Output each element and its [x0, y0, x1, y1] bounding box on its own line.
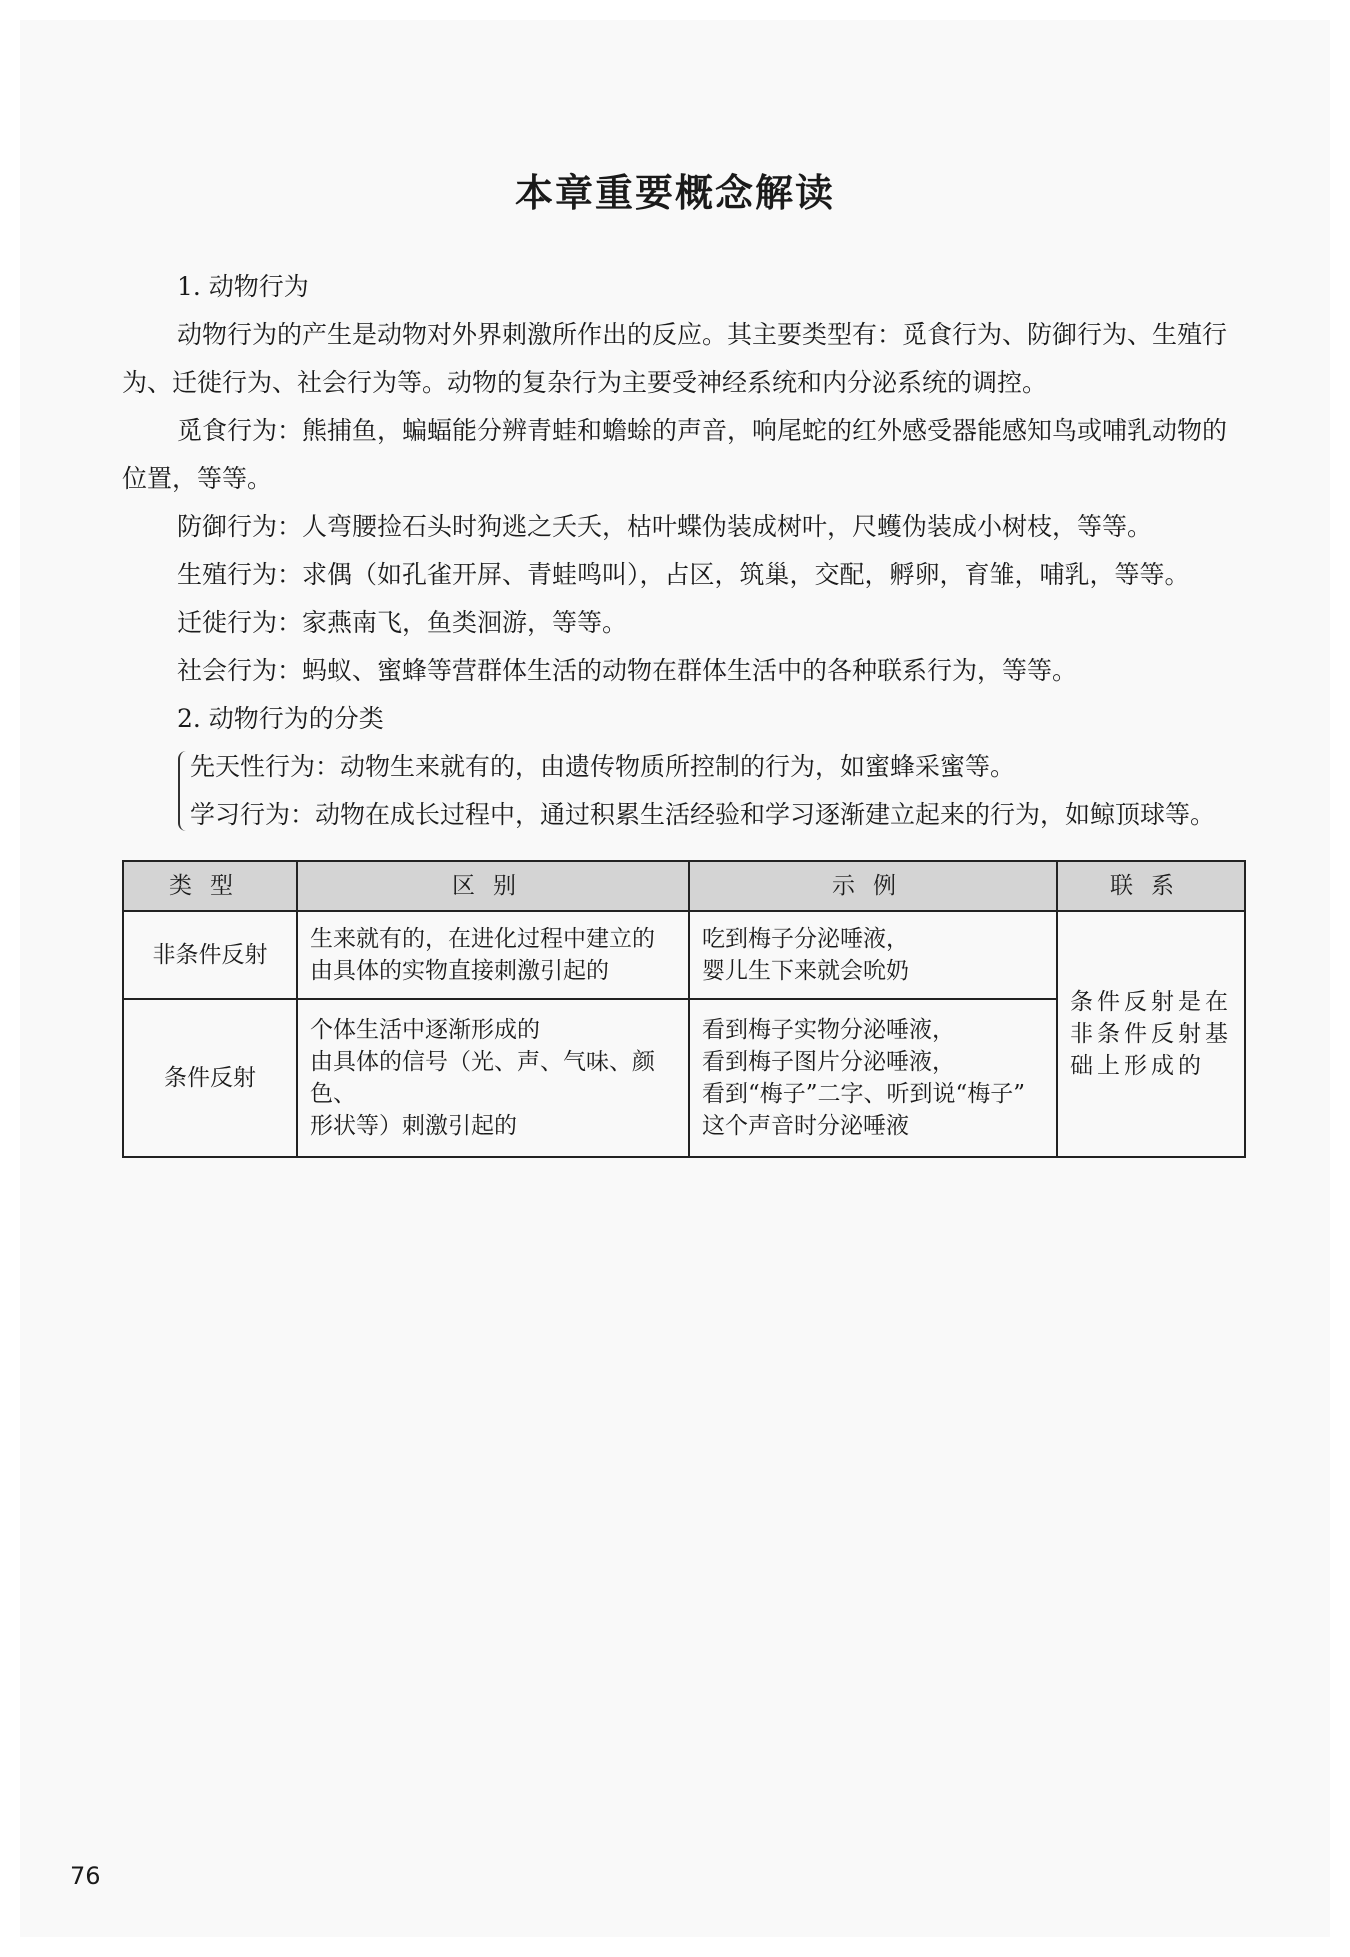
header-example: 示例: [689, 861, 1057, 911]
cell-example: [689, 999, 1057, 1157]
paragraph-foraging: 觅食行为：熊捕鱼，蝙蝠能分辨青蛙和蟾蜍的声音，响尾蛇的红外感受器能感知鸟或哺乳动物的位置，等等。: [122, 416, 1228, 493]
cell-relation: 条件反射是在非条件反射基础上形成的: [1057, 911, 1245, 1157]
innate-behavior-line: 先天性行为：动物生来就有的，由遗传物质所控制的行为，如蜜蜂采蜜等。: [190, 752, 1016, 781]
cell-line: 由具体的实物直接刺激引起的: [310, 958, 609, 984]
header-difference: 区别: [297, 861, 689, 911]
cell-line: 由具体的信号（光、声、气味、颜色、: [310, 1049, 655, 1107]
learned-behavior-line: 学习行为：动物在成长过程中，通过积累生活经验和学习逐渐建立起来的行为，如鲸顶球等。: [190, 800, 1216, 829]
header-relation: 联系: [1057, 861, 1245, 911]
page-number: 76: [70, 1862, 101, 1890]
paragraph-reproduction: 生殖行为：求偶（如孔雀开屏、青蛙鸣叫），占区，筑巢，交配，孵卵，育雏，哺乳，等等。: [177, 560, 1190, 589]
brace-icon: [178, 751, 190, 831]
table-row: [123, 911, 1245, 999]
paragraph-migration: 迁徙行为：家燕南飞，鱼类洄游，等等。: [177, 608, 628, 637]
cell-line: 个体生活中逐渐形成的: [310, 1017, 540, 1043]
cell-line: 看到“梅子”二字、听到说“梅子”: [702, 1081, 1026, 1107]
cell-line: 吃到梅子分泌唾液，: [702, 926, 909, 952]
page-title: 本章重要概念解读: [514, 171, 835, 215]
header-type: 类型: [123, 861, 297, 911]
cell-line: 这个声音时分泌唾液: [702, 1113, 909, 1139]
paragraph-defense: 防御行为：人弯腰捡石头时狗逃之夭夭，枯叶蝶伪装成树叶，尺蠖伪装成小树枝，等等。: [177, 512, 1153, 541]
cell-line: 看到梅子图片分泌唾液，: [702, 1049, 955, 1075]
classification-brace-group: [122, 743, 1242, 839]
cell-type-conditioned: 条件反射: [123, 999, 297, 1157]
paragraph-intro: 动物行为的产生是动物对外界刺激所作出的反应。其主要类型有：觅食行为、防御行为、生殖行为、迁徙行为、社会行为等。动物的复杂行为主要受神经系统和内分泌系统的调控。: [122, 320, 1228, 397]
cell-example: [689, 911, 1057, 999]
section-heading-behavior: 1. 动物行为: [177, 272, 309, 301]
cell-difference: [297, 999, 689, 1157]
cell-line: 看到梅子实物分泌唾液，: [702, 1017, 955, 1043]
cell-line: 形状等）刺激引起的: [310, 1113, 517, 1139]
cell-difference: [297, 911, 689, 999]
reflex-comparison-table: [122, 860, 1246, 1158]
paragraph-social: 社会行为：蚂蚁、蜜蜂等营群体生活的动物在群体生活中的各种联系行为，等等。: [177, 656, 1078, 685]
table-header-row: [123, 861, 1245, 911]
cell-line: 婴儿生下来就会吮奶: [702, 958, 909, 984]
section-heading-classification: 2. 动物行为的分类: [177, 704, 384, 733]
content-body: [122, 263, 1242, 839]
cell-type-unconditioned: 非条件反射: [123, 911, 297, 999]
cell-line: 生来就有的，在进化过程中建立的: [310, 926, 655, 952]
